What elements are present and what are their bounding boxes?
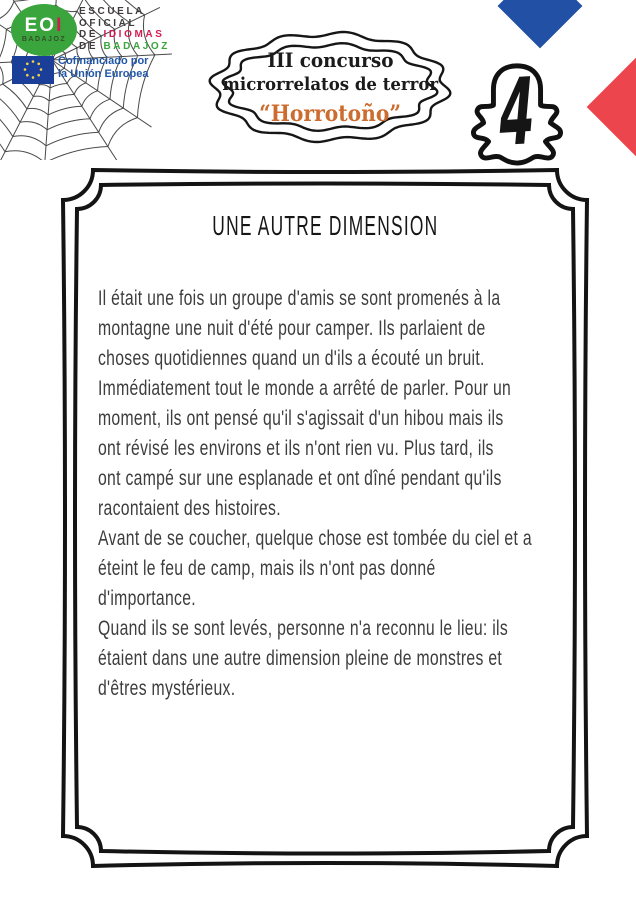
story-line: étaient dans une autre dimension pleine de monstres et — [98, 647, 503, 670]
story-line: moment, ils ont pensé qu'il s'agissait d'un hibou mais ils — [98, 407, 504, 430]
story-line: d'êtres mystérieux. — [98, 677, 236, 700]
story-line: Il était une fois un groupe d'amis se sont promenés à la — [98, 287, 501, 310]
contest-badge — [206, 27, 454, 147]
eu-flag-icon — [12, 56, 54, 84]
story-line: racontaient des histoires. — [98, 497, 281, 520]
story-line: Immédiatement tout le monde a arrêté de parler. Pour un — [98, 377, 512, 400]
story-title: UNE AUTRE DIMENSION — [211, 210, 439, 241]
badge-line2: microrrelatos de terror — [222, 74, 438, 95]
red-diamond-decoration — [587, 55, 636, 160]
eoi-logo — [11, 4, 77, 56]
story-line: montagne une nuit d'été pour camper. Ils parlaient de — [98, 317, 486, 340]
story-line: Avant de se coucher, quelque chose est tombée du ciel et a — [98, 527, 532, 550]
badge-line3: “Horrotoño” — [259, 101, 401, 127]
story-line: ont révisé les environs et ils n'ont rien vu. Plus tard, ils — [98, 437, 494, 460]
story-body — [98, 284, 568, 704]
eoi-city-label: BADAJOZ — [21, 36, 67, 43]
school-name — [79, 6, 170, 52]
entry-number: 4 — [498, 57, 536, 167]
story-line: éteint le feu de camp, mais ils n'ont pas donné — [98, 557, 436, 580]
badge-line1: III concurso — [266, 48, 393, 72]
school-name-line4: DE BADAJOZ — [79, 40, 171, 52]
eu-cofinance-note: Cofinanciado por la Unión Europea — [58, 55, 149, 80]
story-line: ont campé sur une esplanade et ont dîné pendant qu'ils — [98, 467, 502, 490]
story-line: Quand ils se sont levés, personne n'a reconnu le lieu: ils — [98, 617, 509, 640]
story-line: d'importance. — [98, 587, 196, 610]
story-line: choses quotidiennes quand un d'ils a écouté un bruit. — [98, 347, 485, 370]
school-name-line3: DE IDIOMAS — [79, 29, 165, 40]
blue-diamond-decoration — [498, 0, 583, 48]
school-name-line1: ESCUELA — [79, 6, 145, 17]
school-name-line2: OFICIAL — [79, 17, 138, 29]
eoi-acronym: EOI — [24, 15, 64, 36]
